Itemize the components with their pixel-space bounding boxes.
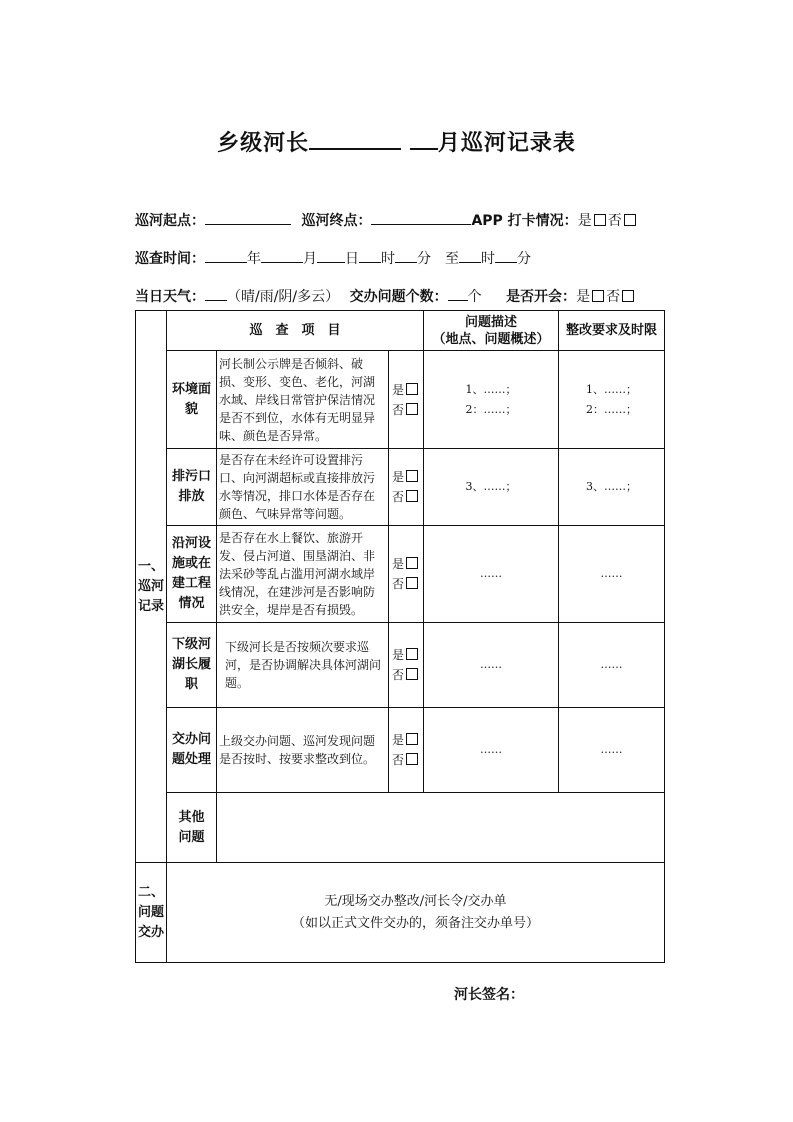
- rectify-line: 1、……；: [586, 382, 637, 396]
- header-rectify: 整改要求及时限: [559, 311, 665, 351]
- row-desc: 下级河长是否按频次要求巡河，是否协调解决具体河湖问题。: [217, 623, 389, 708]
- section2-row: [136, 863, 665, 963]
- rectify-line: ……: [600, 567, 623, 580]
- row-item: [167, 351, 217, 449]
- weather-label: 当日天气：: [135, 289, 205, 305]
- issues-field[interactable]: [448, 287, 468, 301]
- header-items: 巡 查 项 目: [167, 311, 424, 351]
- assignment-options: 无/现场交办整改/河长令/交办单: [324, 893, 507, 909]
- row-item: [167, 526, 217, 623]
- title-blank-1[interactable]: [309, 130, 401, 150]
- minute-unit: 分: [417, 251, 431, 267]
- yes-label: 是: [391, 733, 404, 747]
- meeting-yes-checkbox[interactable]: [592, 290, 604, 302]
- row-item-label: 环境面貌: [171, 381, 211, 417]
- problem-cell[interactable]: [424, 708, 559, 793]
- section1-label: 一、巡河记录: [137, 558, 164, 614]
- section1-cell: [136, 311, 167, 863]
- row-desc: 河长制公示牌是否倾斜、破损、变形、变色、老化，河湖水域、岸线日常管护保洁情况是否不到位，水体有无明显异味、颜色是否异常。: [217, 351, 389, 449]
- section2-label: 二、问题交办: [137, 884, 164, 940]
- problem-cell[interactable]: [424, 623, 559, 708]
- minute2-field[interactable]: [495, 249, 517, 263]
- issues-label: 交办问题个数：: [349, 289, 448, 305]
- title-prefix: 乡级河长: [217, 131, 310, 156]
- assignment-cell[interactable]: [167, 863, 665, 963]
- rectify-line: ……: [600, 658, 623, 671]
- no-checkbox[interactable]: [406, 403, 418, 415]
- yes-checkbox[interactable]: [406, 557, 418, 569]
- hour2-field[interactable]: [459, 249, 481, 263]
- day-unit: 日: [345, 251, 359, 267]
- hour2-unit: 时: [481, 251, 495, 267]
- table-row: [136, 449, 665, 526]
- no-label: 否: [391, 577, 404, 591]
- start-label: 巡河起点：: [135, 213, 205, 229]
- header-problem-title: 问题描述: [464, 314, 517, 330]
- rectify-cell[interactable]: [559, 623, 665, 708]
- no-checkbox[interactable]: [406, 577, 418, 589]
- year-unit: 年: [247, 251, 261, 267]
- yes-checkbox[interactable]: [406, 470, 418, 482]
- table-header-row: [136, 311, 665, 351]
- problem-line: 2：……；: [465, 402, 517, 416]
- end-field[interactable]: [371, 211, 471, 225]
- row-item-label: 其他问题: [178, 809, 205, 845]
- table-row: [136, 708, 665, 793]
- yes-label: 是: [391, 557, 404, 571]
- patrol-record-table: [135, 310, 665, 963]
- row-item-label: 下级河湖长履职: [171, 637, 211, 692]
- app-no-checkbox[interactable]: [624, 214, 636, 226]
- problem-cell[interactable]: [424, 526, 559, 623]
- row-yes-no[interactable]: [389, 623, 424, 708]
- row-desc: 上级交办问题、巡河发现问题是否按时、按要求整改到位。: [217, 708, 389, 793]
- year-field[interactable]: [205, 249, 247, 263]
- row-item-label: 交办问题处理: [171, 732, 211, 767]
- no-checkbox[interactable]: [406, 490, 418, 502]
- table-row: [136, 623, 665, 708]
- day-field[interactable]: [317, 249, 345, 263]
- row-item: [167, 708, 217, 793]
- meeting-label: 是否开会：: [506, 289, 577, 305]
- to-label: 至: [445, 251, 459, 267]
- yes-checkbox[interactable]: [406, 648, 418, 660]
- weather-options: （晴/雨/阴/多云）: [227, 289, 340, 305]
- no-label: 否: [391, 490, 404, 504]
- meeting-no-label: 否: [606, 289, 621, 305]
- weather-row: [135, 286, 636, 306]
- section2-cell: [136, 863, 167, 963]
- table-row: [136, 793, 665, 863]
- header-problem-sub: （地点、问题概述）: [432, 331, 550, 347]
- assignment-note: （如以正式文件交办的，须备注交办单号）: [291, 915, 539, 931]
- rectify-cell[interactable]: [559, 708, 665, 793]
- problem-line: 1、……；: [465, 382, 517, 396]
- rectify-cell[interactable]: [559, 526, 665, 623]
- yes-label: 是: [391, 470, 404, 484]
- problem-line: ……: [480, 743, 502, 756]
- time-label: 巡查时间：: [135, 251, 205, 267]
- issues-unit: 个: [467, 289, 482, 305]
- month-unit: 月: [303, 251, 317, 267]
- row-yes-no[interactable]: [389, 449, 424, 526]
- row-item: [167, 793, 217, 863]
- title-blank-2[interactable]: [410, 130, 438, 150]
- hour-unit: 时: [381, 251, 395, 267]
- page-title: [0, 126, 793, 157]
- row-yes-no[interactable]: [389, 526, 424, 623]
- yes-checkbox[interactable]: [406, 383, 418, 395]
- rectify-line: 3、……；: [586, 480, 637, 493]
- table-row: [136, 526, 665, 623]
- yes-label: 是: [391, 648, 404, 662]
- row-item-label: 沿河设施或在建工程情况: [171, 536, 211, 611]
- header-problem: [424, 311, 559, 351]
- row-item: [167, 449, 217, 526]
- minute2-unit: 分: [517, 251, 531, 267]
- time-row: [135, 248, 531, 268]
- rectify-line: 2：……；: [586, 402, 637, 416]
- minute-field[interactable]: [395, 249, 417, 263]
- problem-line: ……: [480, 658, 502, 671]
- title-suffix: 月巡河记录表: [437, 131, 576, 156]
- signature-label: 河长签名：: [454, 987, 524, 1003]
- no-label: 否: [391, 402, 404, 417]
- no-checkbox[interactable]: [406, 668, 418, 680]
- rectify-cell[interactable]: [559, 351, 665, 449]
- rectify-cell[interactable]: [559, 449, 665, 526]
- start-field[interactable]: [205, 211, 291, 225]
- meeting-yes-label: 是: [576, 289, 591, 305]
- meeting-no-checkbox[interactable]: [622, 290, 634, 302]
- rectify-line: ……: [600, 743, 623, 756]
- app-no-label: 否: [607, 213, 622, 229]
- row-desc: 是否存在水上餐饮、旅游开发、侵占河道、围垦湖泊、非法采砂等乱占滥用河湖水域岸线情况，在建涉河是否影响防洪安全，堤岸是否有损毁。: [217, 526, 389, 623]
- no-label: 否: [391, 753, 404, 767]
- no-checkbox[interactable]: [406, 753, 418, 765]
- row-yes-no[interactable]: [389, 351, 424, 449]
- month-field[interactable]: [261, 249, 303, 263]
- no-label: 否: [391, 668, 404, 682]
- row-desc: 是否存在未经许可设置排污口、向河湖超标或直接排放污水等情况，排口水体是否存在颜色、气味异常等问题。: [217, 449, 389, 526]
- yes-label: 是: [391, 382, 404, 397]
- hour-field[interactable]: [359, 249, 381, 263]
- problem-cell[interactable]: [424, 449, 559, 526]
- problem-line: 3、……；: [465, 480, 517, 493]
- yes-checkbox[interactable]: [406, 733, 418, 745]
- route-row: [135, 210, 638, 230]
- problem-cell[interactable]: [424, 351, 559, 449]
- row-yes-no[interactable]: [389, 708, 424, 793]
- app-yes-label: 是: [577, 213, 592, 229]
- problem-line: ……: [480, 567, 502, 580]
- row-item: [167, 623, 217, 708]
- end-label: 巡河终点：: [301, 213, 372, 229]
- row-item-label: 排污口排放: [171, 469, 211, 504]
- weather-field[interactable]: [205, 287, 227, 301]
- app-yes-checkbox[interactable]: [594, 214, 606, 226]
- app-label: APP 打卡情况：: [471, 213, 578, 229]
- other-issues-cell[interactable]: [217, 793, 665, 863]
- table-row: [136, 351, 665, 449]
